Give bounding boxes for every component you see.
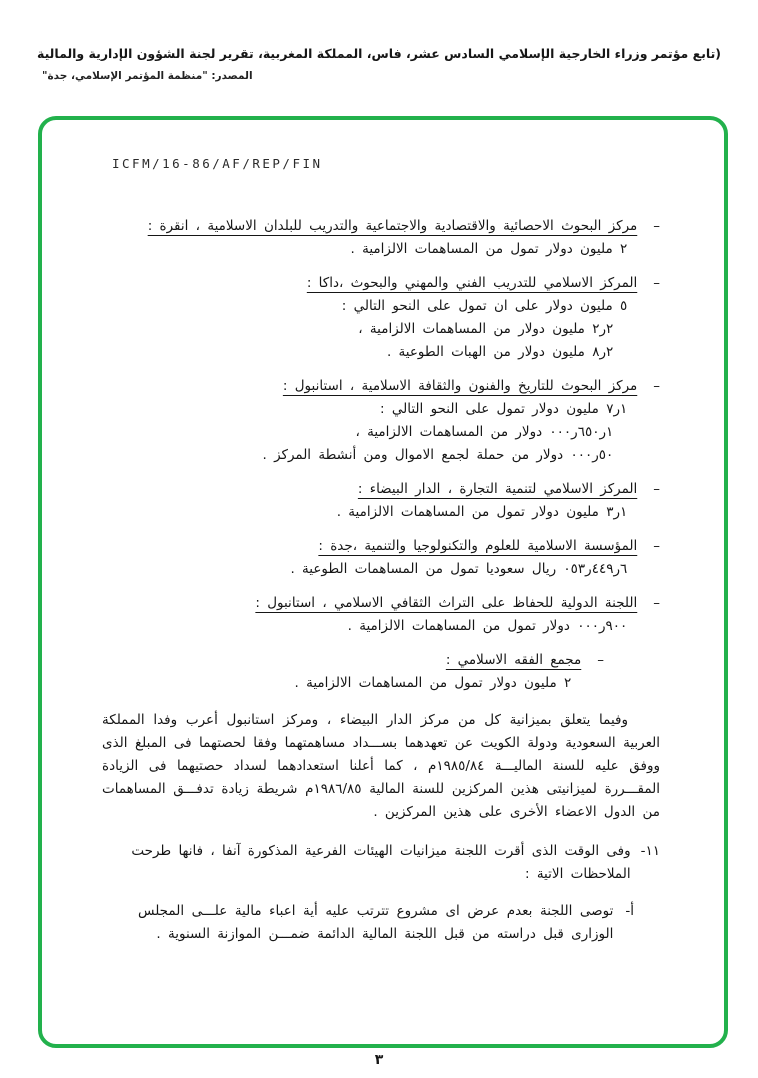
page-number: ٣ xyxy=(374,1052,384,1068)
pledge-paragraph: وفيما يتعلق بميزانية كل من مركز الدار البيضاء ، ومركز استانبول أعرب وفدا المملكة العربية السعودية ودولة الكويت عن تعهدهما بســـداد مساهمتهما وفقا لحصتهما فى المبلغ الذى ووفق عليه للسنة الماليـــة ١٩٨٥/٨٤م ، كما أعلنا استعدادهما لسداد حصتيهما فى الزيادة المقـــررة لميزانيتى هذين المركزين للسنة المالية ١٩٨٦/٨٥م شريطة زيادة تدفـــق المساهمات من الدول الاعضاء الأخرى على هذين المركزين . xyxy=(102,712,660,820)
source-line: المصدر: "منظمة المؤتمر الإسلامي، جدة" xyxy=(42,70,253,82)
dash-marker: – xyxy=(653,378,660,394)
budget-item-line: ٦ر٤٤٩ر٠٥٣ ريال سعوديا تمول من المساهمات الطوعية . xyxy=(290,561,628,577)
budget-item-line: ١ر٣ مليون دولار تمول من المساهمات الالزامية . xyxy=(336,504,628,520)
dash-marker: – xyxy=(653,481,660,497)
sub-item-marker: أ- xyxy=(625,903,634,919)
sub-item-text: توصى اللجنة بعدم عرض اى مشروع تترتب عليه أية اعباء مالية علـــى المجلس الوزارى قبل دراسته من قبل اللجنة المالية الدائمة ضمـــن الموازنة السنوية . xyxy=(138,903,614,942)
document-frame xyxy=(38,116,728,1048)
document-body xyxy=(102,215,660,946)
item-number-marker: ١١- xyxy=(640,843,660,859)
numbered-item-11 xyxy=(102,840,660,886)
budget-item xyxy=(102,592,660,638)
page-header-title: (تابع مؤتمر وزراء الخارجية الإسلامي السادس عشر، فاس، المملكة المغربية، تقرير لجنة الشؤون الإدارية والمالية xyxy=(37,46,721,61)
dash-marker: – xyxy=(597,652,604,668)
budget-item-heading: المركز الاسلامي للتدريب الفني والمهني والبحوث ،داكا : xyxy=(306,275,638,291)
dash-marker: – xyxy=(653,538,660,554)
budget-item-line: ٢ مليون دولار تمول من المساهمات الالزامية . xyxy=(294,675,572,691)
budget-item-line: ٢ر٢ مليون دولار من المساهمات الالزامية ، xyxy=(358,321,614,337)
budget-item xyxy=(102,478,660,524)
budget-item-line: ٢ مليون دولار تمول من المساهمات الالزامية . xyxy=(350,241,628,257)
budget-item-heading: المركز الاسلامي لتنمية التجارة ، الدار البيضاء : xyxy=(357,481,638,497)
budget-item-heading: اللجنة الدولية للحفاظ على التراث الثقافي الاسلامي ، استانبول : xyxy=(255,595,638,611)
budget-item xyxy=(102,272,660,364)
budget-item-line: ١ر٦٥٠ر٠٠٠ دولار من المساهمات الالزامية ، xyxy=(355,424,614,440)
budget-item-heading: مجمع الفقه الاسلامي : xyxy=(445,652,582,668)
numbered-item-text: وفى الوقت الذى أقرت اللجنة ميزانيات الهيئات الفرعية المذكورة آنفا ، فانها طرحت الملاحظات الاتية : xyxy=(131,843,631,882)
budget-item-heading: مركز البحوث للتاريخ والفنون والثقافة الاسلامية ، استانبول : xyxy=(282,378,638,394)
document-reference: ICFM/16-86/AF/REP/FIN xyxy=(112,156,323,171)
budget-item xyxy=(102,535,660,581)
budget-item-line: ٥٠ر٠٠٠ دولار من حملة لجمع الاموال ومن أنشطة المركز . xyxy=(262,447,614,463)
budget-item xyxy=(102,375,660,467)
budget-item-heading: المؤسسة الاسلامية للعلوم والتكنولوجيا والتنمية ،جدة : xyxy=(318,538,638,554)
budget-item-heading: مركز البحوث الاحصائية والاقتصادية والاجتماعية والتدريب للبلدان الاسلامية ، انقرة : xyxy=(147,218,638,234)
budget-item-line: ٢ر٨ مليون دولار من الهبات الطوعية . xyxy=(386,344,614,360)
budget-item-line: ١ر٧ مليون دولار تمول على النحو التالي : xyxy=(380,401,628,417)
sub-item-a xyxy=(138,900,634,946)
budget-item-line: ٥ مليون دولار على ان تمول على النحو التالي : xyxy=(341,298,628,314)
budget-item xyxy=(102,649,604,695)
budget-item-line: ٩٠٠ر٠٠٠ دولار تمول من المساهمات الالزامية . xyxy=(347,618,628,634)
budget-item xyxy=(102,215,660,261)
dash-marker: – xyxy=(653,595,660,611)
dash-marker: – xyxy=(653,275,660,291)
dash-marker: – xyxy=(653,218,660,234)
